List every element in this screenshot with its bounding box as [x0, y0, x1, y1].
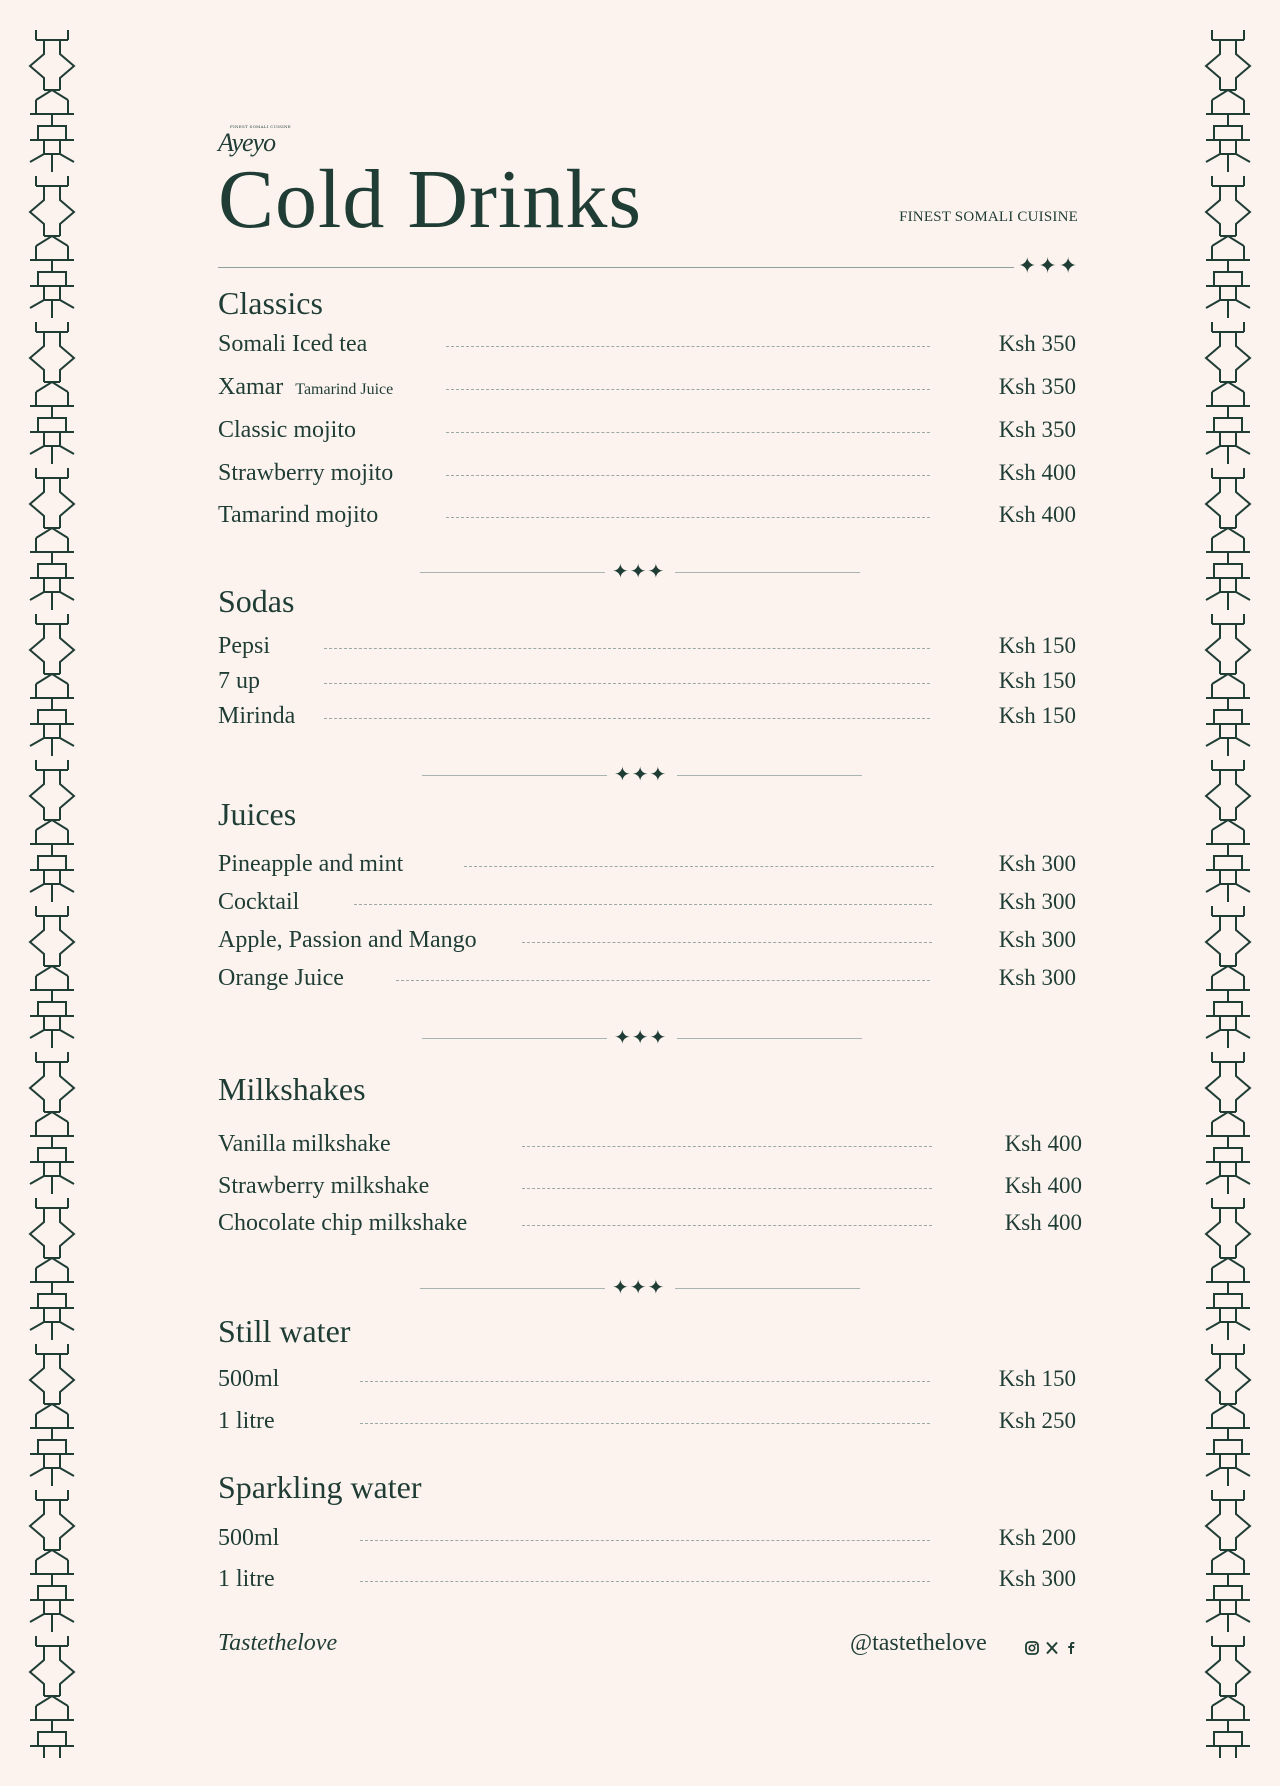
menu-item — [218, 458, 1084, 488]
item-price: Ksh 150 — [998, 633, 1076, 658]
menu-item — [218, 500, 1084, 530]
menu-item — [218, 1171, 1084, 1201]
leader-dots — [446, 517, 930, 518]
divider-line — [677, 1038, 862, 1039]
leader-dots — [464, 866, 934, 867]
item-name: Classic mojito — [218, 417, 356, 443]
facebook-icon[interactable] — [1064, 1641, 1078, 1655]
section-title-milkshakes: Milkshakes — [218, 1071, 366, 1107]
item-name: Chocolate chip milkshake — [218, 1210, 468, 1236]
item-price: Ksh 350 — [998, 417, 1076, 442]
section-divider — [420, 559, 860, 583]
item-name: 500ml — [218, 1525, 280, 1551]
divider-line — [420, 1288, 605, 1289]
leader-dots — [446, 389, 930, 390]
section-title-classics: Classics — [218, 285, 323, 321]
item-name: 500ml — [218, 1366, 280, 1392]
section-title-sodas: Sodas — [218, 583, 295, 619]
item-name: Mirinda — [218, 703, 296, 729]
divider-line — [675, 572, 860, 573]
item-name: 1 litre — [218, 1408, 275, 1434]
brand-logo-tagline: FINEST SOMALI CUISINE — [230, 124, 292, 129]
item-price: Ksh 350 — [998, 374, 1076, 399]
item-name: Orange Juice — [218, 965, 344, 991]
item-name: Xamar — [218, 374, 284, 400]
menu-item — [218, 329, 1084, 359]
item-name: Tamarind mojito — [218, 502, 379, 528]
item-name: Strawberry milkshake — [218, 1173, 430, 1199]
leader-dots — [324, 718, 930, 719]
item-price: Ksh 400 — [1004, 1210, 1082, 1235]
item-price: Ksh 300 — [998, 851, 1076, 876]
item-name: Cocktail — [218, 889, 300, 915]
item-name-group — [218, 372, 393, 405]
menu-item — [218, 1564, 1084, 1594]
left-border-pattern — [26, 26, 78, 1758]
page-title: Cold Drinks — [218, 153, 643, 246]
menu-item — [218, 1129, 1084, 1159]
brand-logo-name: Ayeyo — [218, 128, 276, 157]
star-ornament: ✦✦✦ — [612, 559, 666, 583]
divider-line — [422, 775, 607, 776]
leader-dots — [522, 1146, 932, 1147]
leader-dots — [396, 980, 930, 981]
item-name: Somali Iced tea — [218, 331, 368, 357]
star-ornament: ✦✦✦ — [614, 1025, 668, 1049]
item-price: Ksh 400 — [1004, 1131, 1082, 1156]
item-name: 7 up — [218, 668, 260, 694]
menu-item — [218, 925, 1084, 955]
leader-dots — [446, 346, 930, 347]
footer-slogan: Tastethelove — [218, 1630, 338, 1656]
section-title-sparkling-water: Sparkling water — [218, 1469, 422, 1505]
menu-item — [218, 415, 1084, 445]
menu-item — [218, 631, 1084, 661]
item-price: Ksh 200 — [998, 1525, 1076, 1550]
leader-dots — [446, 432, 930, 433]
leader-dots — [360, 1540, 930, 1541]
menu-item — [218, 849, 1084, 879]
leader-dots — [360, 1423, 930, 1424]
leader-dots — [324, 648, 930, 649]
section-title-still-water: Still water — [218, 1313, 351, 1349]
header-rule — [218, 267, 1078, 268]
section-divider — [420, 1275, 860, 1299]
item-price: Ksh 300 — [998, 927, 1076, 952]
leader-dots — [522, 1225, 932, 1226]
item-name: Apple, Passion and Mango — [218, 927, 477, 953]
menu-item — [218, 1208, 1084, 1238]
divider-line — [420, 572, 605, 573]
menu-item — [218, 1406, 1084, 1436]
x-icon[interactable] — [1045, 1641, 1059, 1655]
menu-item — [218, 1523, 1084, 1553]
divider-line — [422, 1038, 607, 1039]
item-price: Ksh 300 — [998, 965, 1076, 990]
leader-dots — [324, 683, 930, 684]
item-name: Pineapple and mint — [218, 851, 404, 877]
geometric-pattern-left — [26, 26, 78, 1758]
right-border-pattern — [1202, 26, 1254, 1758]
menu-item — [218, 701, 1084, 731]
item-price: Ksh 300 — [998, 889, 1076, 914]
item-name: Pepsi — [218, 633, 271, 659]
header-star-ornament: ✦✦✦ — [1014, 254, 1079, 280]
leader-dots — [522, 942, 932, 943]
leader-dots — [354, 904, 932, 905]
menu-item — [218, 372, 1084, 402]
item-name: Strawberry mojito — [218, 460, 394, 486]
section-divider — [422, 762, 862, 786]
item-price: Ksh 300 — [998, 1566, 1076, 1591]
item-price: Ksh 400 — [998, 460, 1076, 485]
leader-dots — [446, 475, 930, 476]
item-price: Ksh 350 — [998, 331, 1076, 356]
geometric-pattern-right — [1202, 26, 1254, 1758]
menu-item — [218, 887, 1084, 917]
item-note: Tamarind Juice — [295, 381, 394, 398]
social-handle[interactable]: @tastethelove — [850, 1630, 987, 1656]
item-price: Ksh 150 — [998, 668, 1076, 693]
section-divider — [422, 1025, 862, 1049]
item-price: Ksh 150 — [998, 703, 1076, 728]
star-ornament: ✦✦✦ — [612, 1275, 666, 1299]
item-price: Ksh 400 — [998, 502, 1076, 527]
divider-line — [675, 1288, 860, 1289]
menu-item — [218, 963, 1084, 993]
item-price: Ksh 250 — [998, 1408, 1076, 1433]
item-name: 1 litre — [218, 1566, 275, 1592]
header-tagline: FINEST SOMALI CUISINE — [899, 209, 1078, 225]
menu-item — [218, 666, 1084, 696]
item-price: Ksh 400 — [1004, 1173, 1082, 1198]
leader-dots — [360, 1581, 930, 1582]
leader-dots — [522, 1188, 932, 1189]
menu-item — [218, 1364, 1084, 1394]
section-title-juices: Juices — [218, 796, 297, 832]
item-price: Ksh 150 — [998, 1366, 1076, 1391]
star-ornament: ✦✦✦ — [614, 762, 668, 786]
divider-line — [677, 775, 862, 776]
leader-dots — [360, 1381, 930, 1382]
instagram-icon[interactable] — [1025, 1641, 1039, 1655]
item-name: Vanilla milkshake — [218, 1131, 391, 1157]
